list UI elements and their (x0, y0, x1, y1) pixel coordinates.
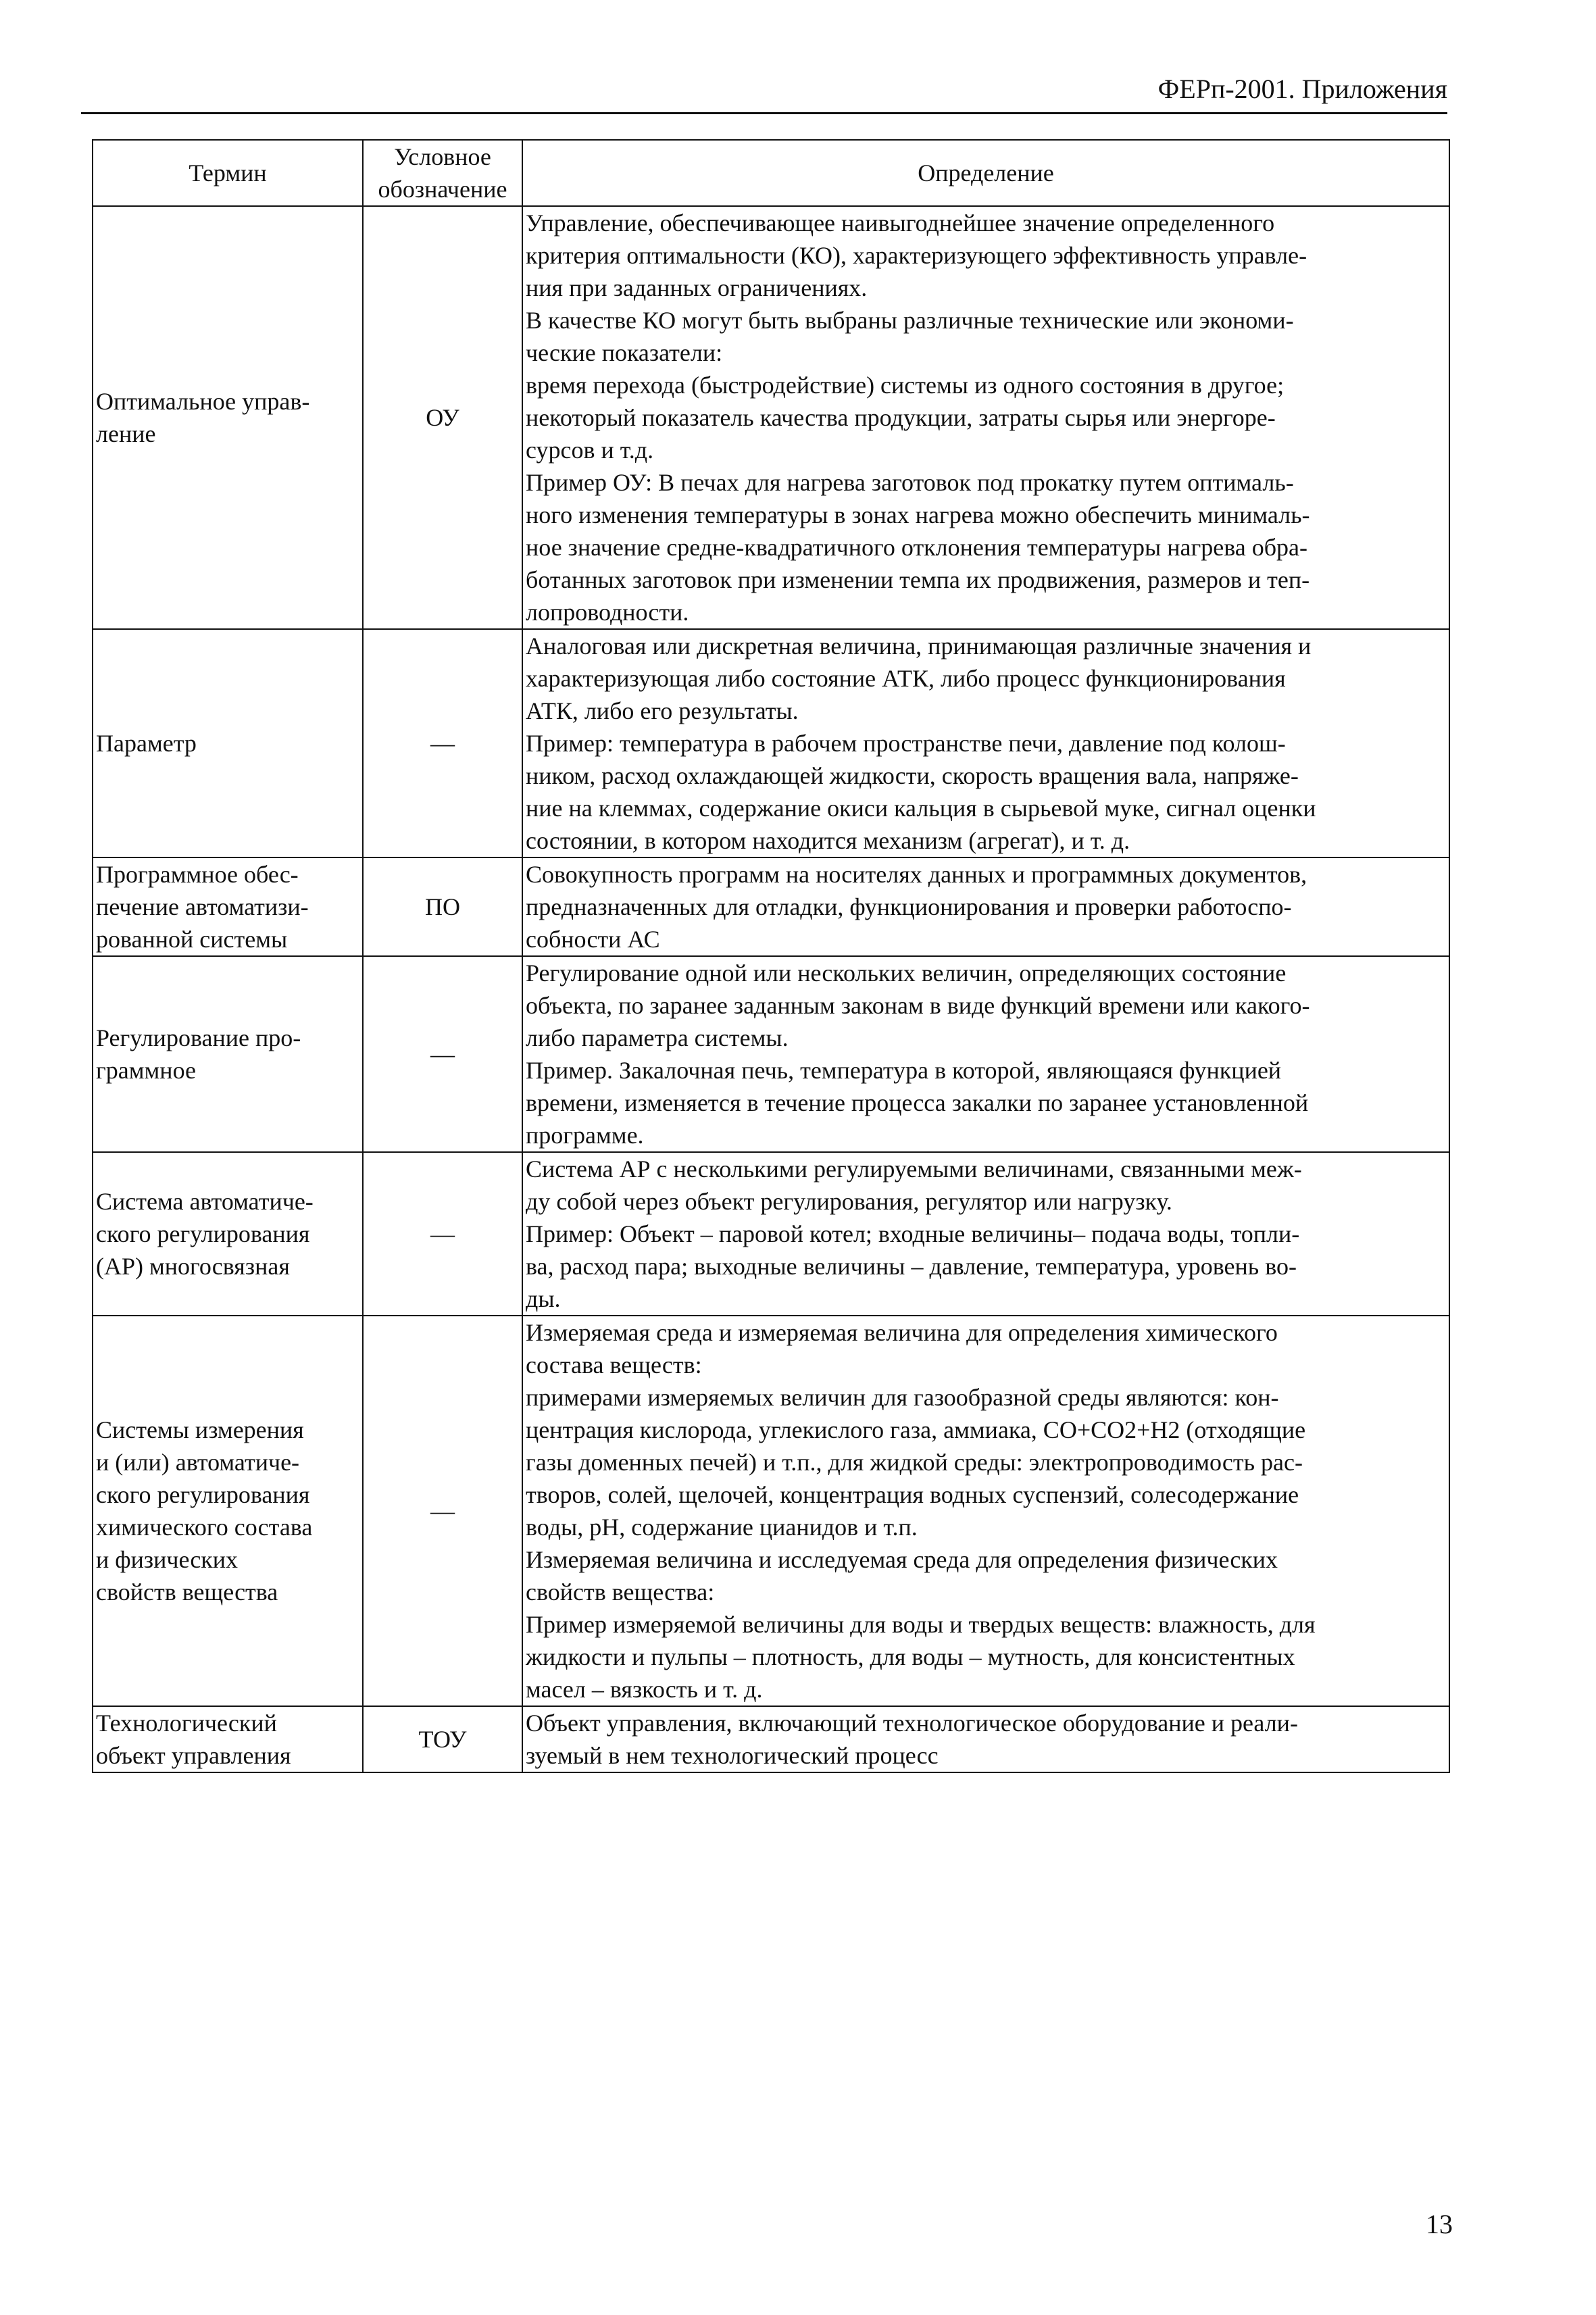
definition-line: состава веществ: (526, 1351, 702, 1378)
definition-line: сурсов и т.д. (526, 437, 654, 464)
definition-line: Аналоговая или дискретная величина, принимающая различные значения и (526, 632, 1312, 659)
term-cell (93, 629, 363, 857)
definition-line: творов, солей, щелочей, концентрация водных суспензий, солесодержание (526, 1481, 1299, 1508)
table-row (93, 1316, 1449, 1706)
definition-line: Пример. Закалочная печь, температура в которой, являющаяся функцией (526, 1057, 1282, 1084)
term-line: объект управления (96, 1742, 291, 1769)
term-line: Программное обес- (96, 861, 299, 888)
definition-line: ду собой через объект регулирования, регулятор или нагрузку. (526, 1188, 1172, 1215)
definition-line: ва, расход пара; выходные величины – давление, температура, уровень во- (526, 1253, 1297, 1280)
definition-line: Управление, обеспечивающее наивыгоднейшее значение определенного (526, 209, 1275, 237)
term-line: Технологический (96, 1710, 277, 1737)
term-cell (93, 857, 363, 956)
definition-line: время перехода (быстродействие) системы из одного состояния в другое; (526, 372, 1285, 399)
symbol-cell: — (363, 956, 522, 1152)
term-cell (93, 1706, 363, 1772)
table-row (93, 1706, 1449, 1772)
term-line: Оптимальное управ- (96, 388, 310, 415)
column-header-term: Термин (93, 140, 363, 206)
terms-table (92, 139, 1450, 1773)
term-line: ского регулирования (96, 1220, 310, 1247)
definition-line: В качестве КО могут быть выбраны различные технические или экономи- (526, 307, 1294, 334)
term-line: Регулирование про- (96, 1024, 301, 1051)
table-header-row (93, 140, 1449, 206)
term-line: и физических (96, 1546, 239, 1573)
term-cell (93, 206, 363, 629)
definition-cell (522, 1152, 1449, 1316)
term-line: (АР) многосвязная (96, 1253, 290, 1280)
term-line: Параметр (96, 730, 197, 757)
column-header-symbol-text: Условное обозначение (378, 143, 507, 203)
term-line: граммное (96, 1057, 196, 1084)
definition-cell (522, 629, 1449, 857)
symbol-cell: ОУ (363, 206, 522, 629)
definition-line: ботанных заготовок при изменении темпа их продвижения, размеров и теп- (526, 566, 1310, 593)
definition-line: либо параметра системы. (526, 1024, 789, 1051)
definition-line: АТК, либо его результаты. (526, 697, 799, 724)
definition-cell (522, 956, 1449, 1152)
definition-line: некоторый показатель качества продукции, затраты сырья или энергоре- (526, 404, 1276, 431)
definition-line: центрация кислорода, углекислого газа, аммиака, СО+СО2+Н2 (отходящие (526, 1416, 1306, 1443)
term-line: и (или) автоматиче- (96, 1449, 300, 1476)
definition-line: Система АР с несколькими регулируемыми величинами, связанными меж- (526, 1155, 1302, 1183)
definition-line: времени, изменяется в течение процесса закалки по заранее установленной (526, 1089, 1309, 1116)
table-body (93, 206, 1449, 1772)
definition-line: Пример ОУ: В печах для нагрева заготовок под прокатку путем оптималь- (526, 469, 1294, 496)
definition-line: Совокупность программ на носителях данных и программных документов, (526, 861, 1307, 888)
definition-line: Пример: Объект – паровой котел; входные величины– подача воды, топли- (526, 1220, 1300, 1247)
definition-line: масел – вязкость и т. д. (526, 1676, 763, 1703)
definition-line: зуемый в нем технологический процесс (526, 1742, 939, 1769)
definition-line: Измеряемая среда и измеряемая величина для определения химического (526, 1319, 1278, 1346)
table-row (93, 857, 1449, 956)
definition-cell (522, 857, 1449, 956)
definition-line: состоянии, в котором находится механизм (агрегат), и т. д. (526, 827, 1130, 854)
term-line: химического состава (96, 1514, 313, 1541)
definition-cell (522, 1316, 1449, 1706)
symbol-cell: — (363, 1152, 522, 1316)
symbol-cell: — (363, 629, 522, 857)
table-row (93, 1152, 1449, 1316)
term-line: ление (96, 420, 156, 447)
definition-cell (522, 1706, 1449, 1772)
definition-cell (522, 206, 1449, 629)
definition-line: ды. (526, 1285, 561, 1312)
definition-line: газы доменных печей) и т.п., для жидкой среды: электропроводимость рас- (526, 1449, 1303, 1476)
term-line: Система автоматиче- (96, 1188, 314, 1215)
symbol-cell: ПО (363, 857, 522, 956)
definition-line: воды, pH, содержание цианидов и т.п. (526, 1514, 918, 1541)
definition-line: Измеряемая величина и исследуемая среда для определения физических (526, 1546, 1278, 1573)
term-cell (93, 1152, 363, 1316)
term-line: Системы измерения (96, 1416, 304, 1443)
definition-line: собности АС (526, 926, 660, 953)
definition-line: лопроводности. (526, 599, 689, 626)
column-header-definition: Определение (522, 140, 1449, 206)
definition-line: критерия оптимальности (КО), характеризующего эффективность управле- (526, 242, 1307, 269)
header-rule (81, 112, 1447, 114)
definition-line: жидкости и пульпы – плотность, для воды – мутность, для консистентных (526, 1643, 1295, 1670)
definition-line: характеризующая либо состояние АТК, либо процесс функционирования (526, 665, 1286, 692)
term-cell (93, 956, 363, 1152)
definition-line: примерами измеряемых величин для газообразной среды являются: кон- (526, 1384, 1279, 1411)
symbol-cell: — (363, 1316, 522, 1706)
term-line: рованной системы (96, 926, 288, 953)
term-line: ского регулирования (96, 1481, 310, 1508)
definition-line: ческие показатели: (526, 339, 723, 366)
definition-line: свойств вещества: (526, 1578, 715, 1605)
page-number: 13 (1426, 2209, 1453, 2239)
definition-line: Пример: температура в рабочем пространстве печи, давление под колош- (526, 730, 1286, 757)
page-header-title: ФЕРп-2001. Приложения (1157, 74, 1447, 104)
definition-line: Объект управления, включающий технологическое оборудование и реали- (526, 1710, 1298, 1737)
term-line: свойств вещества (96, 1578, 278, 1605)
definition-line: Пример измеряемой величины для воды и твердых веществ: влажность, для (526, 1611, 1316, 1638)
definition-line: ником, расход охлаждающей жидкости, скорость вращения вала, напряже- (526, 762, 1299, 789)
definition-line: ного изменения температуры в зонах нагрева можно обеспечить минималь- (526, 501, 1310, 528)
definition-line: ное значение средне-квадратичного отклонения температуры нагрева обра- (526, 534, 1307, 561)
definition-line: ния при заданных ограничениях. (526, 274, 868, 301)
definition-line: ние на клеммах, содержание окиси кальция в сырьевой муке, сигнал оценки (526, 795, 1316, 822)
column-header-symbol (363, 140, 522, 206)
definition-line: предназначенных для отладки, функционирования и проверки работоспо- (526, 893, 1292, 920)
definition-line: Регулирование одной или нескольких величин, определяющих состояние (526, 960, 1287, 987)
table-row (93, 206, 1449, 629)
table-row (93, 956, 1449, 1152)
definition-line: программе. (526, 1122, 644, 1149)
term-line: печение автоматизи- (96, 893, 309, 920)
definition-line: объекта, по заранее заданным законам в виде функций времени или какого- (526, 992, 1310, 1019)
table-row (93, 629, 1449, 857)
symbol-cell: ТОУ (363, 1706, 522, 1772)
term-cell (93, 1316, 363, 1706)
